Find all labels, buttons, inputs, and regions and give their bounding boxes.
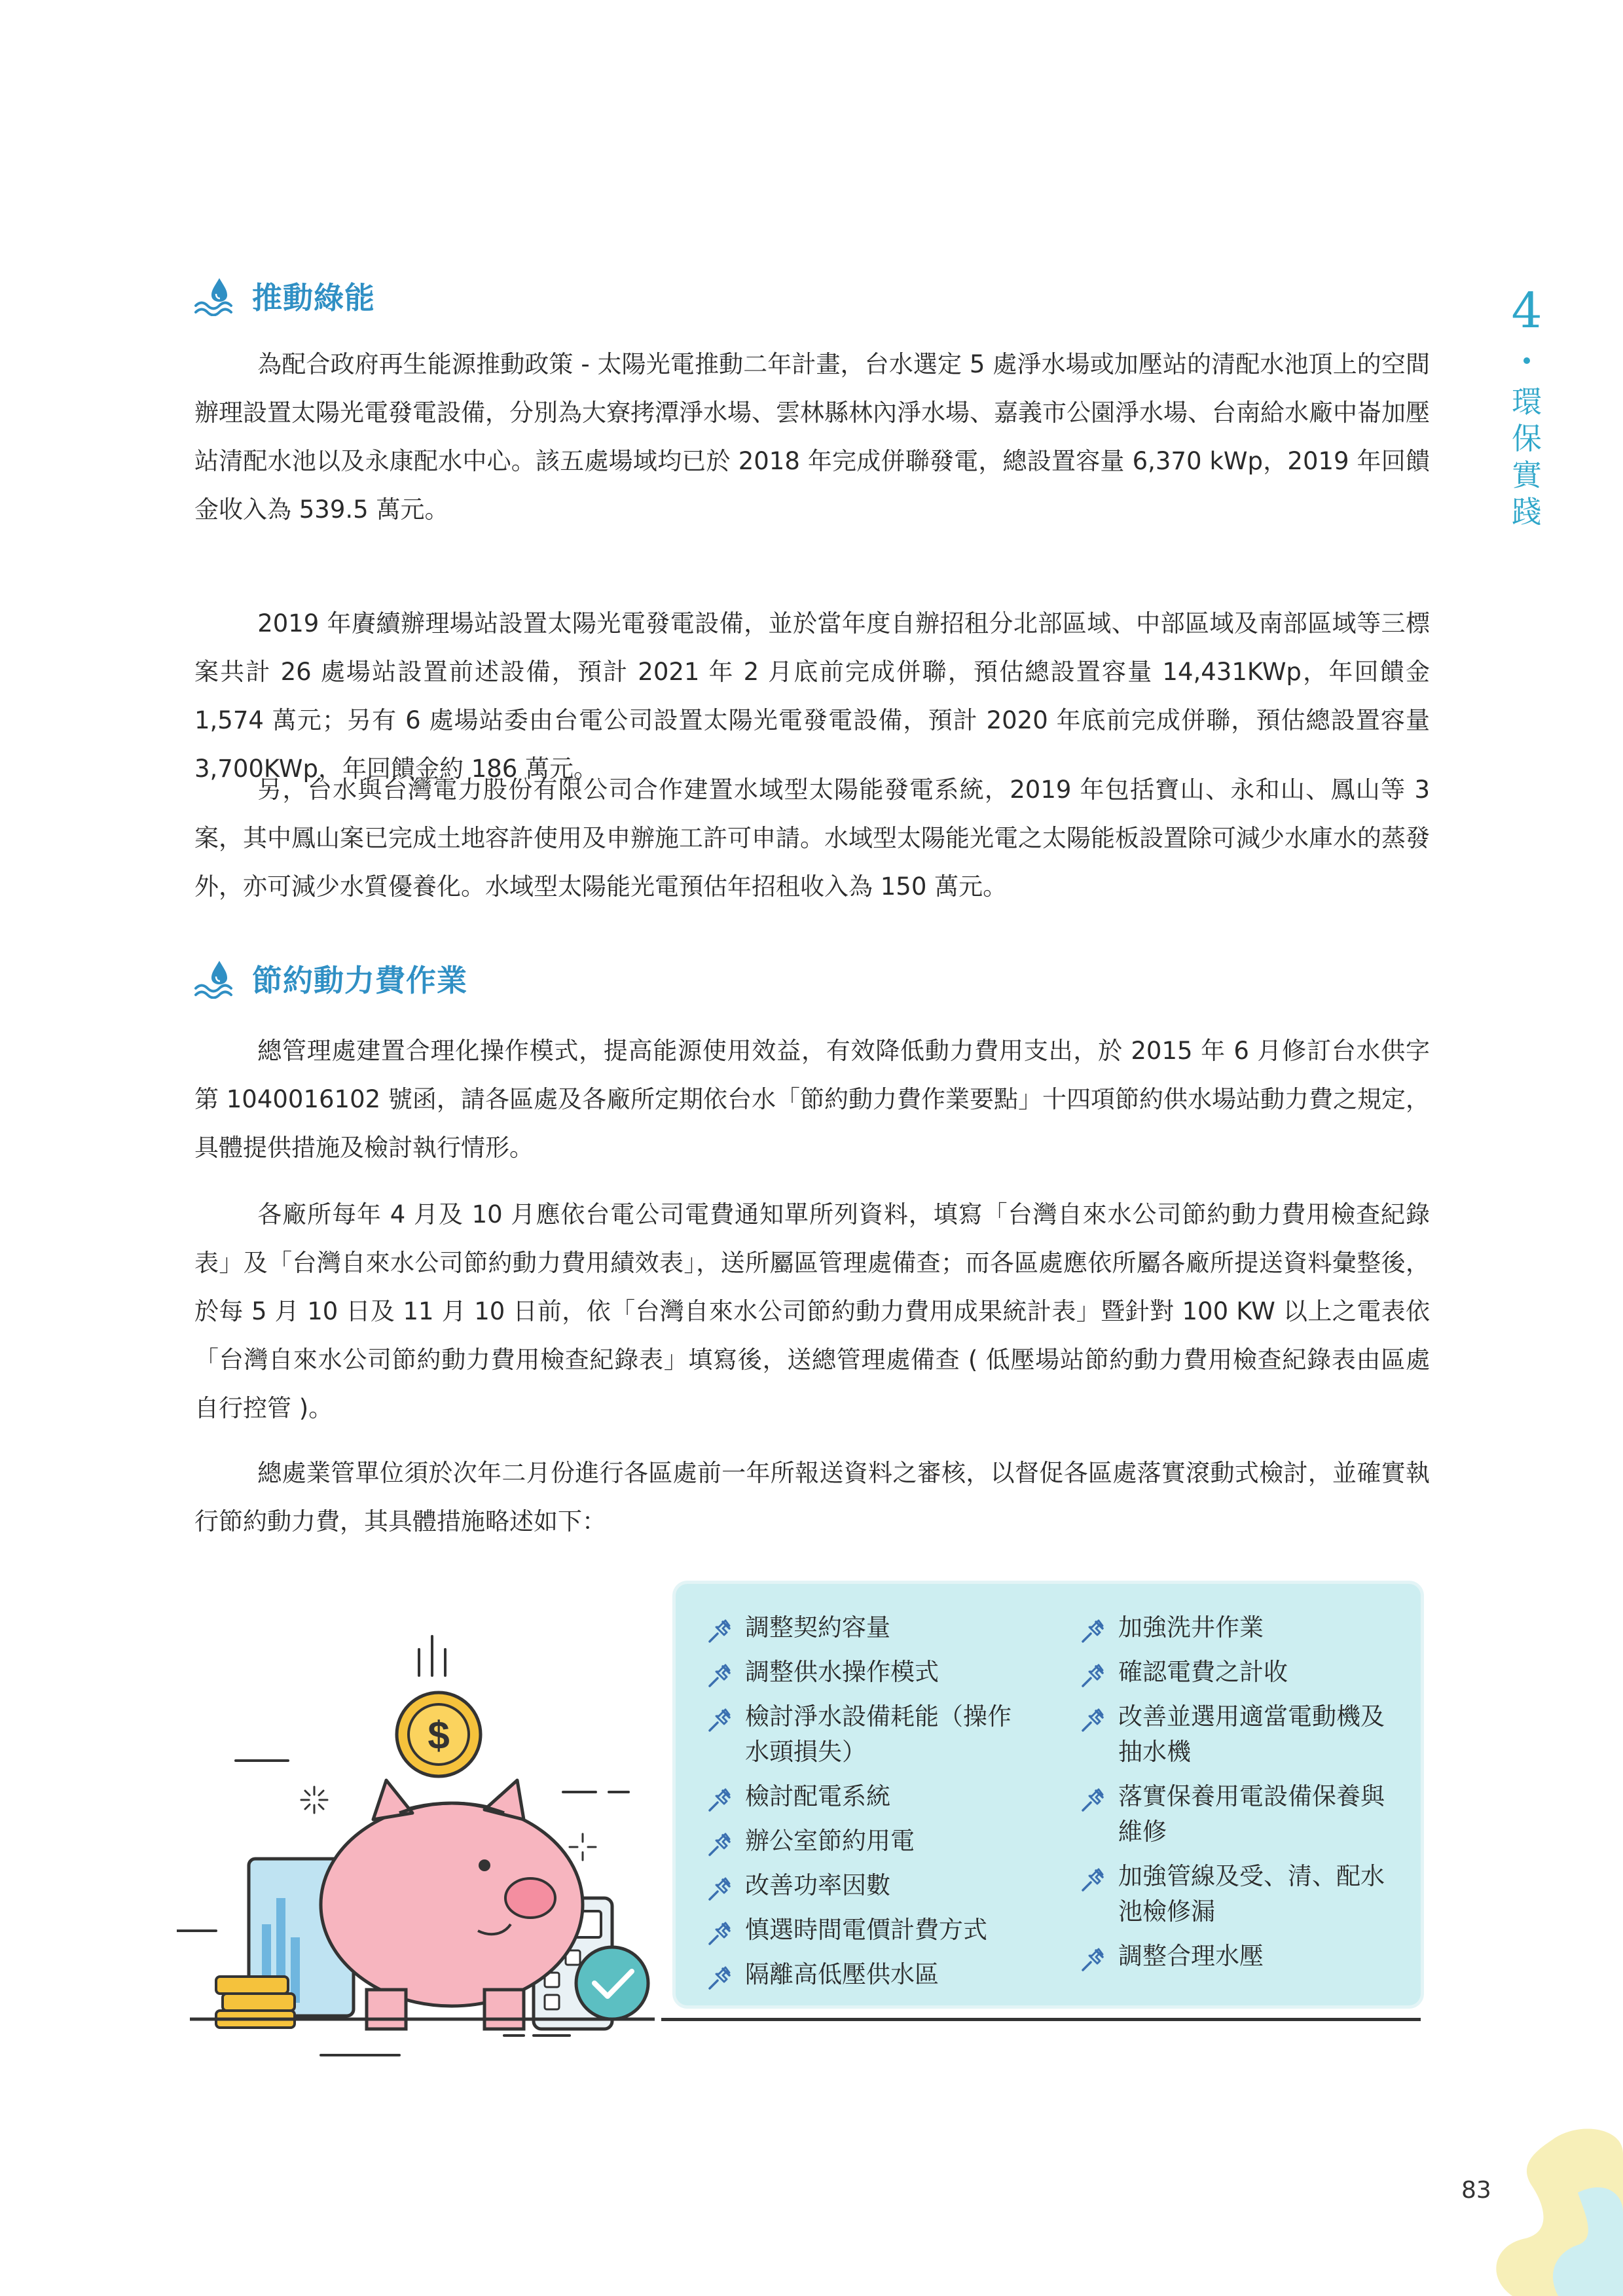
list-item: [707, 1823, 1034, 1859]
pushpin-icon: [707, 1707, 733, 1733]
paragraph: 另，台水與台灣電力股份有限公司合作建置水域型太陽能發電系統，2019 年包括寶山、永和山、鳳山等 3 案，其中鳳山案已完成土地容許使用及申辦施工許可申請。水域型太陽能光電之太陽能板設置除可減少水庫水的蒸發外，亦可減少水質優養化。水域型太陽能光電預估年招租收入為 150 萬元。: [194, 776, 1430, 901]
pushpin-icon: [707, 1920, 733, 1946]
list-item-text: 確認電費之計收: [1118, 1658, 1288, 1686]
list-item: [1080, 1699, 1395, 1770]
paragraph: 為配合政府再生能源推動政策 - 太陽光電推動二年計畫，台水選定 5 處淨水場或加壓站的清配水池頂上的空間辦理設置太陽光電發電設備，分別為大寮拷潭淨水場、雲林縣林內淨水場、嘉義市公園淨水場、台南給水廠中崙加壓站清配水池以及永康配水中心。該五處場域均已於 2018 年完成併聯發電，總設置容量 6,370 kWp，2019 年回饋金收入為 539.5 萬元。: [194, 350, 1430, 524]
list-item-text: 落實保養用電設備保養與維修: [1118, 1782, 1385, 1846]
pushpin-icon: [707, 1787, 733, 1813]
pushpin-icon: [1080, 1707, 1106, 1733]
pushpin-icon: [1080, 1867, 1106, 1893]
list-item: [1080, 1859, 1395, 1929]
list-item-text: 隔離高低壓供水區: [745, 1960, 939, 1988]
list-item: [707, 1912, 1034, 1948]
pushpin-icon: [1080, 1787, 1106, 1813]
list-item-text: 加強洗井作業: [1118, 1613, 1264, 1641]
list-item-text: 調整契約容量: [745, 1613, 890, 1641]
box-baseline-divider: [661, 2018, 1421, 2021]
pushpin-icon: [1080, 1662, 1106, 1689]
list-item-text: 改善功率因數: [745, 1871, 890, 1899]
pushpin-icon: [707, 1831, 733, 1857]
dollar-coin-icon: [397, 1693, 481, 1776]
water-drop-wave-icon: [193, 958, 234, 999]
section-heading-power-saving: [193, 956, 467, 1001]
list-item: [707, 1610, 1034, 1645]
list-item: [1080, 1655, 1395, 1690]
check-badge-icon: [576, 1947, 648, 2019]
paragraph: 各廠所每年 4 月及 10 月應依台電公司電費通知單所列資料，填寫「台灣自來水公司節約動力費用檢查紀錄表」及「台灣自來水公司節約動力費用績效表」，送所屬區管理處備查；而各區處應依所屬各廠所提送資料彙整後，於每 5 月 10 日及 11 月 10 日前，依「台灣自來水公司節約動力費用成果統計表」暨針對 100 KW 以上之電表依「台灣自來水公司節約動力費用檢查紀錄表」填寫後，送總管理處備查 ( 低壓場站節約動力費用檢查紀錄表由區處自行控管 )。: [194, 1200, 1430, 1422]
list-item-text: 加強管線及受、清、配水池檢修漏: [1118, 1862, 1385, 1926]
list-item: [1080, 1779, 1395, 1850]
section-heading-text: 節約動力費作業: [252, 963, 467, 998]
decorative-blob-shape: [1473, 2114, 1623, 2296]
pushpin-icon: [1080, 1946, 1106, 1973]
list-item-text: 改善並選用適當電動機及抽水機: [1118, 1702, 1385, 1766]
list-item: [1080, 1939, 1395, 1974]
list-item-text: 辦公室節約用電: [745, 1827, 915, 1855]
paragraph: 總管理處建置合理化操作模式，提高能源使用效益，有效降低動力費用支出，於 2015 年 6 月修訂台水供字第 1040016102 號函，請各區處及各廠所定期依台水「節約動力費作業要點」十四項節約供水場站動力費之規定，具體提供措施及檢討執行情形。: [194, 1037, 1430, 1162]
measures-list-box: [676, 1584, 1421, 2005]
paragraph: 總處業管單位須於次年二月份進行各區處前一年所報送資料之審核，以督促各區處落實滾動式檢討，並確實執行節約動力費，其具體措施略述如下：: [194, 1459, 1430, 1535]
section-heading-green-energy: [193, 273, 375, 319]
chapter-title-char: 踐: [1512, 494, 1542, 529]
list-item: [707, 1779, 1034, 1814]
list-item: [707, 1655, 1034, 1690]
list-item: [707, 1957, 1034, 1992]
list-item: [707, 1868, 1034, 1903]
coin-symbol: $: [428, 1713, 450, 1757]
measures-right-column: [1080, 1610, 1395, 1983]
pushpin-icon: [707, 1618, 733, 1644]
page-number: 83: [1461, 2177, 1491, 2204]
water-drop-wave-icon: [193, 276, 234, 316]
measures-left-column: [707, 1610, 1034, 2001]
chapter-number: 4: [1511, 283, 1542, 339]
pushpin-icon: [707, 1662, 733, 1689]
list-item: [1080, 1610, 1395, 1645]
list-item-text: 慎選時間電價計費方式: [745, 1916, 987, 1944]
list-item-text: 調整供水操作模式: [745, 1658, 939, 1686]
pushpin-icon: [707, 1876, 733, 1902]
list-item-text: 檢討配電系統: [745, 1782, 890, 1810]
chapter-title-char: 環: [1512, 384, 1542, 420]
chapter-side-tab: [1501, 281, 1553, 530]
pushpin-icon: [707, 1965, 733, 1991]
chapter-title-char: 實: [1512, 457, 1542, 493]
chapter-separator-dot: [1523, 357, 1530, 364]
list-item-text: 檢討淨水設備耗能（操作水頭損失）: [745, 1702, 1012, 1766]
piggy-bank-illustration: [177, 1623, 661, 2068]
list-item: [707, 1699, 1034, 1770]
paragraph: 2019 年賡續辦理場站設置太陽光電發電設備，並於當年度自辦招租分北部區域、中部區域及南部區域等三標案共計 26 處場站設置前述設備，預計 2021 年 2 月底前完成併聯，預估總設置容量 14,431KWp，年回饋金 1,574 萬元；另有 6 處場站委由台電公司設置太陽光電發電設備，預計 2020 年底前完成併聯，預估總設置容量 3,700KWp，年回饋金約 186 萬元。: [194, 609, 1430, 783]
pushpin-icon: [1080, 1618, 1106, 1644]
section-heading-text: 推動綠能: [252, 280, 375, 315]
list-item-text: 調整合理水壓: [1118, 1942, 1264, 1970]
chapter-title-char: 保: [1512, 421, 1542, 456]
